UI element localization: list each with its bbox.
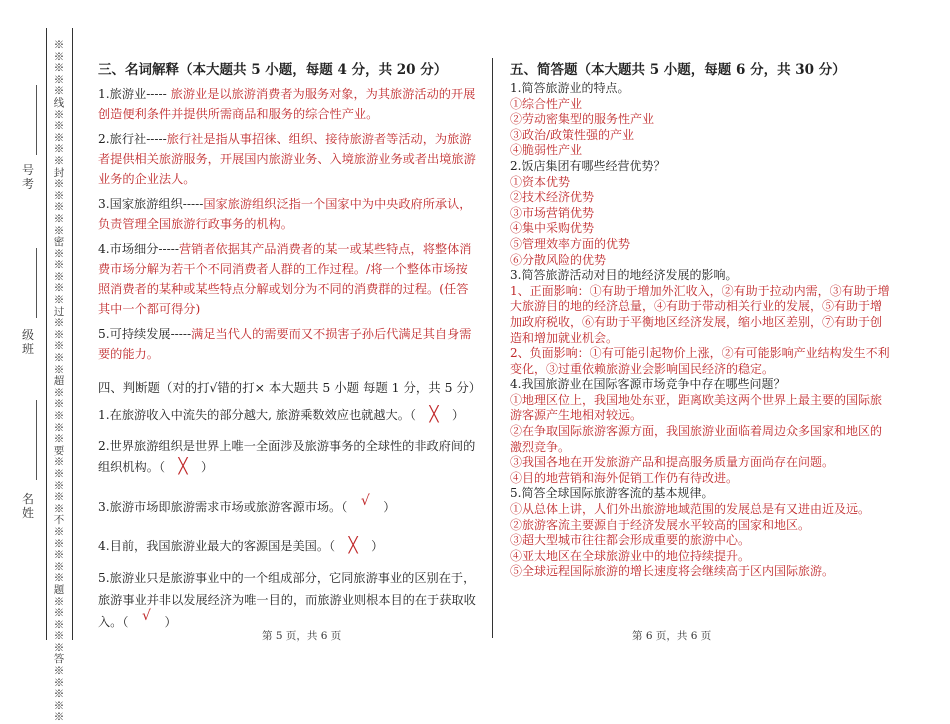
answer-line: ⑥分散风险的优势 xyxy=(510,252,607,267)
answer-line: ④目的地营销和海外促销工作仍有待改进。 xyxy=(510,470,739,485)
page-number-left: 第 5 页，共 6 页 xyxy=(262,630,342,642)
answer-paragraph: 2、负面影响：①有可能引起物价上涨，②有可能影响产业结构发生不利变化，③过重依赖旅游业会影响国民经济的稳定。 xyxy=(510,346,890,376)
answer-line: ④集中采购优势 xyxy=(510,221,595,236)
field-line-class xyxy=(36,248,37,318)
field-label-class: 级班 xyxy=(21,328,34,356)
section5-title: 五、简答题（本大题共 5 小题，每题 6 分，共 30 分） xyxy=(510,62,846,78)
judge-question: 3.旅游市场即旅游需求市场或旅游客源市场。（ xyxy=(98,500,348,514)
short-question-3: 3.简答旅游活动对目的地经济发展的影响。 xyxy=(510,268,738,283)
term-question: 2.旅行社----- xyxy=(98,132,167,146)
right-page xyxy=(510,58,890,580)
answer-line: ③市场营销优势 xyxy=(510,205,595,220)
seal-text: ※※※※※线※※※※※封※※※※※密※※※※※过※※※※※超※※※※※要※※※※※不※※※※※题※※※※※答※※※※※ xyxy=(53,39,65,724)
short-question-4: 4.我国旅游业在国际客源市场竞争中存在哪些问题？ xyxy=(510,377,786,392)
cross-mark-icon: ╳ xyxy=(348,536,358,554)
answer-paragraph: ①地理区位上，我国地处东亚，距离欧美这两个世界上最主要的国际旅游客源产生地相对较远。 xyxy=(510,392,883,423)
judge-item-2 xyxy=(98,436,476,477)
answer-line: ①从总体上讲，人们外出旅游地域范围的发展总是有又进由近及远。 xyxy=(510,502,871,517)
term-answer: 旅游业是以旅游消费者为服务对象，为其旅游活动的开展创造便利条件并提供所需商品和服务的综合性产业。 xyxy=(98,87,476,121)
term-question: 1.旅游业----- xyxy=(98,87,171,101)
term-answer: 旅行社是指从事招徕、组织、接待旅游者等活动，为旅游者提供相关旅游服务，开展国内旅游业务、入境旅游业务或者出境旅游业务的企业法人。 xyxy=(98,132,476,186)
answer-line: ④亚太地区在全球旅游业中的地位持续提升。 xyxy=(510,548,751,563)
check-mark-icon: √ xyxy=(360,493,370,509)
short-question-2: 2.饭店集团有哪些经营优势？ xyxy=(510,158,666,173)
cross-mark-icon: ╳ xyxy=(429,405,439,423)
answer-line: ③我国各地在开发旅游产品和提高服务质量方面尚存在问题。 xyxy=(510,455,835,470)
check-mark-icon: √ xyxy=(142,608,151,624)
answer-line: ⑤管理效率方面的优势 xyxy=(510,236,631,251)
field-line-id xyxy=(36,85,37,155)
term-item-5 xyxy=(98,324,476,364)
answer-line: ②技术经济优势 xyxy=(510,190,595,205)
page-number-right: 第 6 页，共 6 页 xyxy=(632,630,712,642)
section4-title: 四、判断题（对的打√错的打× 本大题共 5 小题 每题 1 分，共 5 分） xyxy=(98,380,482,395)
judge-end: ） xyxy=(164,615,177,629)
judge-question: 4.目前，我国旅游业最大的客源国是美国。（ xyxy=(98,539,336,553)
answer-paragraph: ②在争取国际旅游客源方面，我国旅游业面临着周边众多国家和地区的激烈竞争。 xyxy=(510,424,883,454)
field-label-id: 号考 xyxy=(21,163,34,191)
section3-title: 三、名词解释（本大题共 5 小题，每题 4 分，共 20 分） xyxy=(98,62,448,78)
term-answer: 营销者依据其产品消费者的某一或某些特点，将整体消费市场分解为若干个不同消费者人群的工作过程。/将一个整体市场按照消费者的某种或某些特点分解或划分为不同的消费群的过程。(任答其中一个都可得分) xyxy=(98,242,472,316)
answer-line: ①综合性产业 xyxy=(510,96,583,111)
answer-line: ⑤全球远程国际旅游的增长速度将会继续高于区内国际旅游。 xyxy=(510,564,835,579)
left-page xyxy=(98,58,482,644)
judge-item-3 xyxy=(98,493,476,517)
term-item-2 xyxy=(98,129,476,189)
answer-paragraph: 1、正面影响：①有助于增加外汇收入，②有助于拉动内需，③有助于增大旅游目的地的经济总量，④有助于带动相关行业的发展，⑤有助于增加政府税收，⑥有助于平衡地区经济发展，缩小地区差别，⑦有助于创造和增加就业机会。 xyxy=(510,283,890,345)
judge-item-4 xyxy=(98,535,476,556)
judge-end: ） xyxy=(451,408,465,422)
field-label-name: 名姓 xyxy=(21,492,34,520)
judge-end: ） xyxy=(371,539,384,553)
answer-line: ③政治/政策性强的产业 xyxy=(510,127,635,142)
judge-question: 2.世界旅游组织是世界上唯一全面涉及旅游事务的全球性的非政府间的组织机构。（ xyxy=(98,439,476,474)
answer-line: ④脆弱性产业 xyxy=(510,143,583,158)
term-item-3 xyxy=(98,194,476,234)
term-question: 3.国家旅游组织----- xyxy=(98,197,204,211)
judge-question: 1.在旅游收入中流失的部分越大, 旅游乘数效应也就越大。（ xyxy=(98,408,416,422)
term-question: 5.可持续发展----- xyxy=(98,327,192,341)
short-question-1: 1.简答旅游业的特点。 xyxy=(510,81,630,95)
answer-line: ①资本优势 xyxy=(510,174,571,189)
term-answer: 满足当代人的需要而又不损害子孙后代满足其自身需要的能力。 xyxy=(98,327,472,361)
judge-item-1 xyxy=(98,404,476,425)
margin-line-2 xyxy=(72,28,73,640)
judge-end: ） xyxy=(201,460,214,474)
term-question: 4.市场细分----- xyxy=(98,242,179,256)
term-item-4 xyxy=(98,239,476,319)
cross-mark-icon: ╳ xyxy=(178,457,188,475)
binding-margin xyxy=(0,0,80,724)
margin-line-1 xyxy=(46,28,47,640)
page-divider xyxy=(492,58,493,638)
answer-line: ②旅游客流主要源自于经济发展水平较高的国家和地区。 xyxy=(510,517,811,532)
judge-end: ） xyxy=(383,500,396,514)
term-answer: 国家旅游组织泛指一个国家中为中央政府所承认，负责管理全国旅游行政事务的机构。 xyxy=(98,197,472,231)
judge-question: 5.旅游业只是旅游事业中的一个组成部分，它同旅游事业的区别在于，旅游事业并非以发展经济为唯一目的，而旅游业则根本目的在于获取收入。（ xyxy=(98,571,476,629)
answer-line: ②劳动密集型的服务性产业 xyxy=(510,112,655,127)
answer-line: ③超大型城市往往都会形成重要的旅游中心。 xyxy=(510,533,751,548)
field-line-name xyxy=(36,400,37,480)
judge-item-5 xyxy=(98,567,476,633)
term-item-1 xyxy=(98,84,476,124)
short-question-5: 5.简答全球国际旅游客流的基本规律。 xyxy=(510,486,714,501)
